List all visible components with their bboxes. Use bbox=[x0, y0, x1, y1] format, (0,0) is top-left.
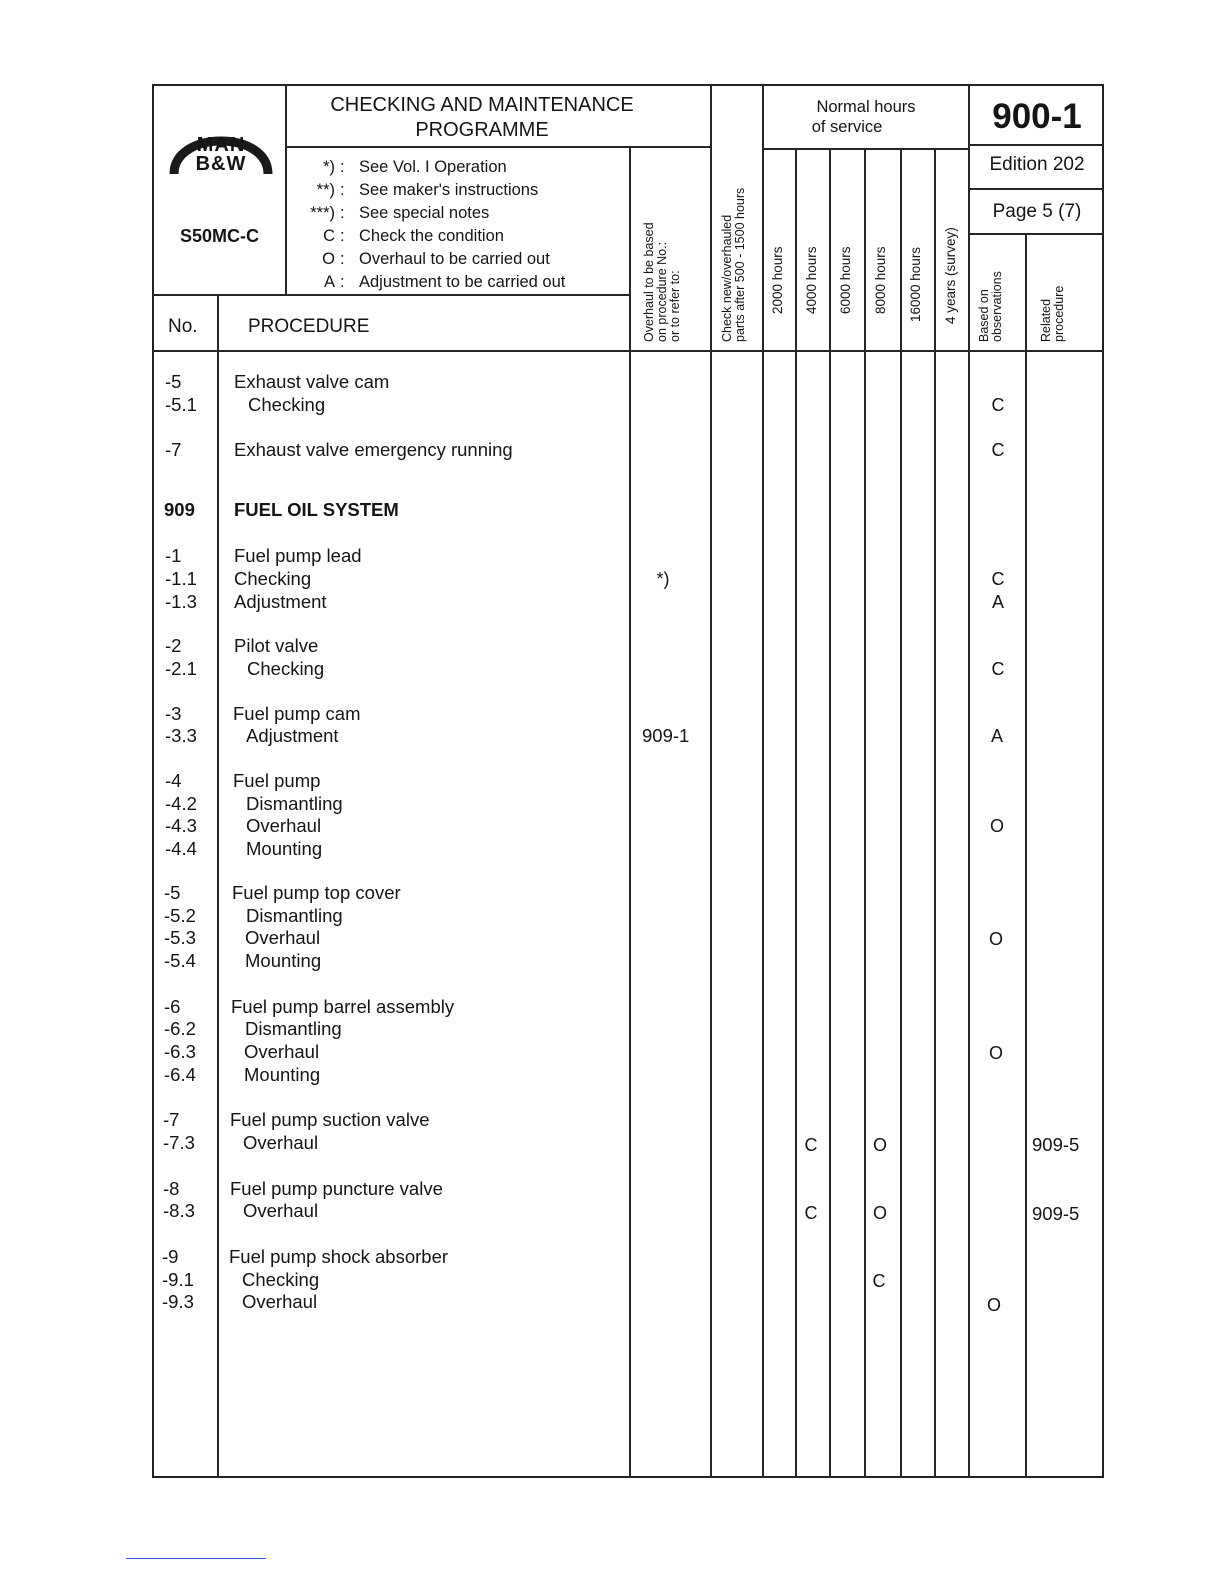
row-number: -7.3 bbox=[163, 1132, 195, 1153]
row-procedure: Mounting bbox=[246, 838, 323, 859]
legend bbox=[292, 156, 627, 296]
row-procedure: Checking bbox=[234, 568, 312, 589]
legend-sep: : bbox=[340, 250, 345, 268]
row-number: -3 bbox=[165, 703, 182, 724]
legend-sep: : bbox=[340, 158, 345, 176]
row-number: -5 bbox=[165, 371, 182, 392]
normal-hours-label-1: Normal hours bbox=[816, 98, 916, 116]
column-6000-hours: 6000 hours bbox=[838, 246, 853, 314]
row-procedure: Adjustment bbox=[246, 725, 339, 746]
row-number: -6.2 bbox=[164, 1018, 196, 1039]
column-related-procedure: Related procedure bbox=[1039, 285, 1066, 342]
legend-symbol: *) bbox=[323, 158, 335, 176]
row-procedure: Fuel pump shock absorber bbox=[229, 1246, 449, 1267]
section-number: 909 bbox=[164, 499, 195, 520]
man-bw-logo bbox=[166, 112, 276, 178]
legend-text: See Vol. I Operation bbox=[359, 158, 507, 176]
logo-text-bottom: B&W bbox=[195, 153, 247, 175]
mark-based-on-observations: C bbox=[991, 395, 1005, 415]
row-procedure: Mounting bbox=[244, 1064, 321, 1085]
row-procedure: Exhaust valve cam bbox=[234, 371, 390, 392]
mark-based-on-observations: A bbox=[991, 592, 1004, 612]
legend-symbol: ***) bbox=[310, 204, 335, 222]
mark-4000-hours: C bbox=[804, 1135, 818, 1155]
row-procedure: Dismantling bbox=[246, 905, 343, 926]
page-title-line1: CHECKING AND MAINTENANCE bbox=[330, 94, 634, 116]
legend-text: See special notes bbox=[359, 204, 490, 222]
row-number: -4.4 bbox=[165, 838, 197, 859]
row-procedure: Fuel pump puncture valve bbox=[230, 1178, 443, 1199]
row-procedure: Fuel pump bbox=[233, 770, 321, 791]
legend-sep: : bbox=[340, 181, 345, 199]
row-number: -9 bbox=[162, 1246, 179, 1267]
row-number: -8 bbox=[163, 1178, 180, 1199]
legend-text: Check the condition bbox=[359, 227, 504, 245]
page-title-line2: PROGRAMME bbox=[415, 119, 549, 141]
row-procedure: Dismantling bbox=[246, 793, 343, 814]
row-number: -1.1 bbox=[165, 568, 197, 589]
mark-based-on-observations: O bbox=[988, 929, 1003, 949]
row-procedure: Exhaust valve emergency running bbox=[234, 439, 513, 460]
row-number: -8.3 bbox=[163, 1200, 195, 1221]
edition: Edition 202 bbox=[989, 154, 1085, 175]
mark-4000-hours: C bbox=[804, 1203, 818, 1223]
page-number: Page 5 (7) bbox=[992, 201, 1082, 222]
column-based-on-observations: Based on observations bbox=[977, 271, 1004, 342]
column-4000-hours: 4000 hours bbox=[804, 246, 819, 314]
mark-related-procedure: 909-5 bbox=[1032, 1134, 1080, 1155]
legend-sep: : bbox=[340, 204, 345, 222]
engine-model: S50MC-C bbox=[180, 226, 260, 246]
row-number: -4 bbox=[165, 770, 182, 791]
column-no: No. bbox=[168, 316, 198, 337]
mark-based-on-observations: O bbox=[989, 816, 1004, 836]
row-procedure: Fuel pump top cover bbox=[232, 882, 401, 903]
row-number: -6 bbox=[164, 996, 181, 1017]
mark-procedure-ref: *) bbox=[656, 569, 670, 589]
row-number: -9.1 bbox=[162, 1269, 194, 1290]
row-number: -3.3 bbox=[165, 725, 197, 746]
row-procedure: Overhaul bbox=[243, 1132, 319, 1153]
row-number: -7 bbox=[165, 439, 182, 460]
footer-rule bbox=[126, 1558, 266, 1559]
legend-sep: : bbox=[340, 273, 345, 291]
legend-text: Adjustment to be carried out bbox=[359, 273, 566, 291]
legend-text: See maker's instructions bbox=[359, 181, 539, 199]
column-2000-hours: 2000 hours bbox=[770, 246, 785, 314]
row-procedure: Overhaul bbox=[245, 927, 321, 948]
legend-symbol: A bbox=[323, 273, 335, 291]
legend-symbol: C bbox=[323, 227, 335, 245]
row-number: -4.2 bbox=[165, 793, 197, 814]
row-number: -6.4 bbox=[164, 1064, 196, 1085]
mark-related-procedure: 909-5 bbox=[1032, 1203, 1080, 1224]
legend-symbol: **) bbox=[316, 181, 335, 199]
row-number: -9.3 bbox=[162, 1291, 194, 1312]
row-number: -6.3 bbox=[164, 1041, 196, 1062]
row-number: -5.2 bbox=[164, 905, 196, 926]
logo-text-top: MAN bbox=[196, 134, 246, 156]
row-procedure: Overhaul bbox=[246, 815, 322, 836]
row-procedure: Fuel pump suction valve bbox=[230, 1109, 430, 1130]
row-procedure: Overhaul bbox=[243, 1200, 319, 1221]
row-procedure: Fuel pump lead bbox=[234, 545, 362, 566]
column-8000-hours: 8000 hours bbox=[873, 246, 888, 314]
row-number: -2 bbox=[165, 635, 182, 656]
row-procedure: Fuel pump barrel assembly bbox=[231, 996, 455, 1017]
column-check-new: Check new/overhauled parts after 500 - 1500 hours bbox=[720, 187, 747, 342]
row-number: -5.1 bbox=[165, 394, 197, 415]
mark-8000-hours: O bbox=[872, 1203, 887, 1223]
mark-based-on-observations: C bbox=[991, 440, 1005, 460]
mark-8000-hours: C bbox=[872, 1271, 886, 1291]
mark-8000-hours: O bbox=[872, 1135, 887, 1155]
legend-symbol: O bbox=[322, 250, 335, 268]
column-overhaul-based: Overhaul to be based on procedure No.: or to refer to: bbox=[642, 222, 682, 342]
row-number: -1 bbox=[165, 545, 182, 566]
mark-based-on-observations: O bbox=[988, 1043, 1003, 1063]
document-number: 900-1 bbox=[992, 97, 1082, 136]
row-procedure: Dismantling bbox=[245, 1018, 342, 1039]
row-number: -7 bbox=[163, 1109, 180, 1130]
column-procedure: PROCEDURE bbox=[248, 316, 370, 337]
normal-hours-label-2: of service bbox=[811, 118, 883, 136]
row-procedure: Fuel pump cam bbox=[233, 703, 361, 724]
legend-text: Overhaul to be carried out bbox=[359, 250, 550, 268]
row-procedure: Pilot valve bbox=[234, 635, 319, 656]
row-procedure: Adjustment bbox=[234, 591, 327, 612]
row-procedure: Overhaul bbox=[242, 1291, 318, 1312]
row-number: -2.1 bbox=[165, 658, 197, 679]
mark-based-on-observations: C bbox=[991, 569, 1005, 589]
mark-based-on-observations: O bbox=[986, 1295, 1001, 1315]
row-procedure: Checking bbox=[248, 394, 326, 415]
row-procedure: Checking bbox=[242, 1269, 320, 1290]
section-title: FUEL OIL SYSTEM bbox=[234, 499, 399, 520]
column-16000-hours: 16000 hours bbox=[908, 246, 923, 322]
row-number: -5 bbox=[164, 882, 181, 903]
row-procedure: Mounting bbox=[245, 950, 322, 971]
legend-sep: : bbox=[340, 227, 345, 245]
row-number: -5.3 bbox=[164, 927, 196, 948]
mark-based-on-observations: A bbox=[990, 726, 1003, 746]
row-number: -5.4 bbox=[164, 950, 196, 971]
row-procedure: Overhaul bbox=[244, 1041, 320, 1062]
row-number: -4.3 bbox=[165, 815, 197, 836]
row-number: -1.3 bbox=[165, 591, 197, 612]
mark-based-on-observations: C bbox=[991, 659, 1005, 679]
column-4-years: 4 years (survey) bbox=[943, 227, 958, 324]
mark-procedure-ref: 909-1 bbox=[642, 725, 690, 746]
row-procedure: Checking bbox=[247, 658, 325, 679]
